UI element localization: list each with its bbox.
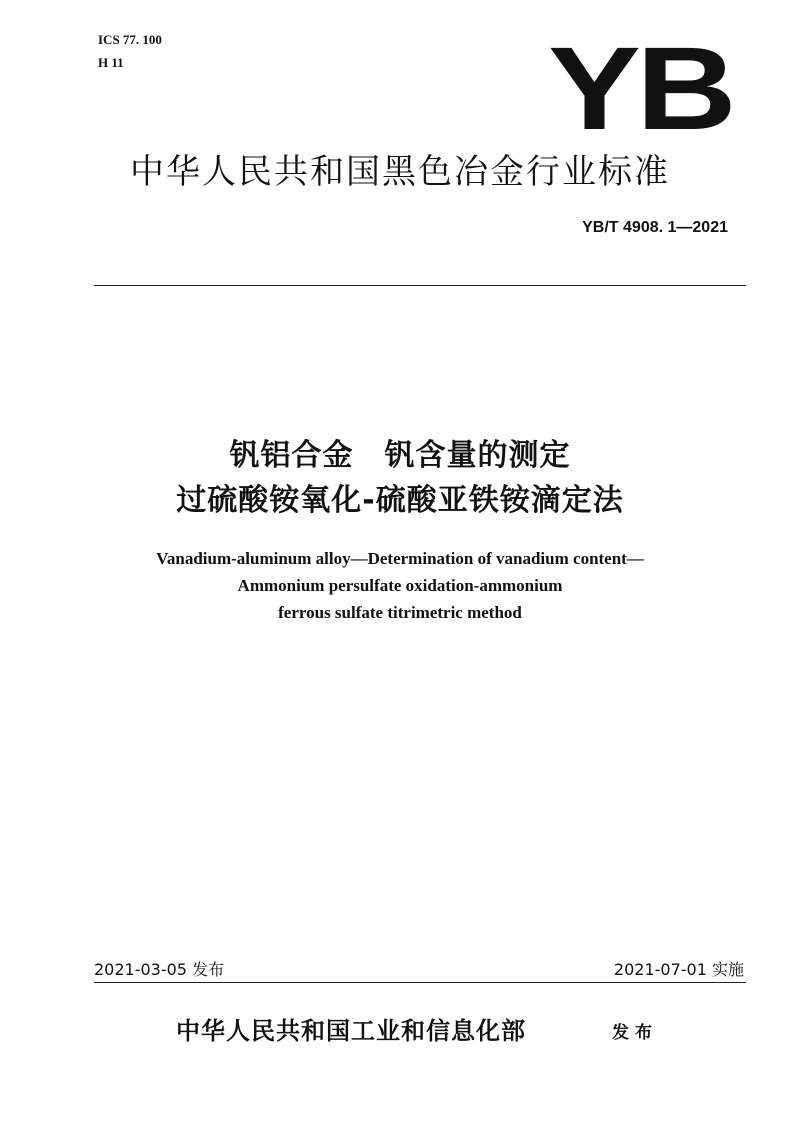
classification-code: H 11 <box>98 55 124 70</box>
implement-date: 2021-07-01 实施 <box>613 960 744 979</box>
standard-number: YB/T 4908. 1—2021 <box>582 219 728 236</box>
issue-label: 发布 <box>612 1023 658 1043</box>
bottom-divider <box>94 982 746 983</box>
document-title-zh-line1: 钒铝合金 钒含量的测定 <box>229 438 571 473</box>
top-divider <box>94 285 746 286</box>
issuing-authority: 中华人民共和国工业和信息化部 <box>176 1016 526 1045</box>
yb-logo: YB <box>548 23 732 155</box>
document-title-en-line3: ferrous sulfate titrimetric method <box>278 603 522 622</box>
standard-title: 中华人民共和国黑色冶金行业标准 <box>130 152 670 192</box>
document-title-zh-line2: 过硫酸铵氧化-硫酸亚铁铵滴定法 <box>176 483 624 518</box>
ics-code: ICS 77. 100 <box>98 32 162 47</box>
document-title-en-line2: Ammonium persulfate oxidation-ammonium <box>237 576 563 595</box>
publish-date: 2021-03-05 发布 <box>94 960 225 979</box>
document-title-en-line1: Vanadium-aluminum alloy—Determination of vanadium content— <box>156 549 644 568</box>
